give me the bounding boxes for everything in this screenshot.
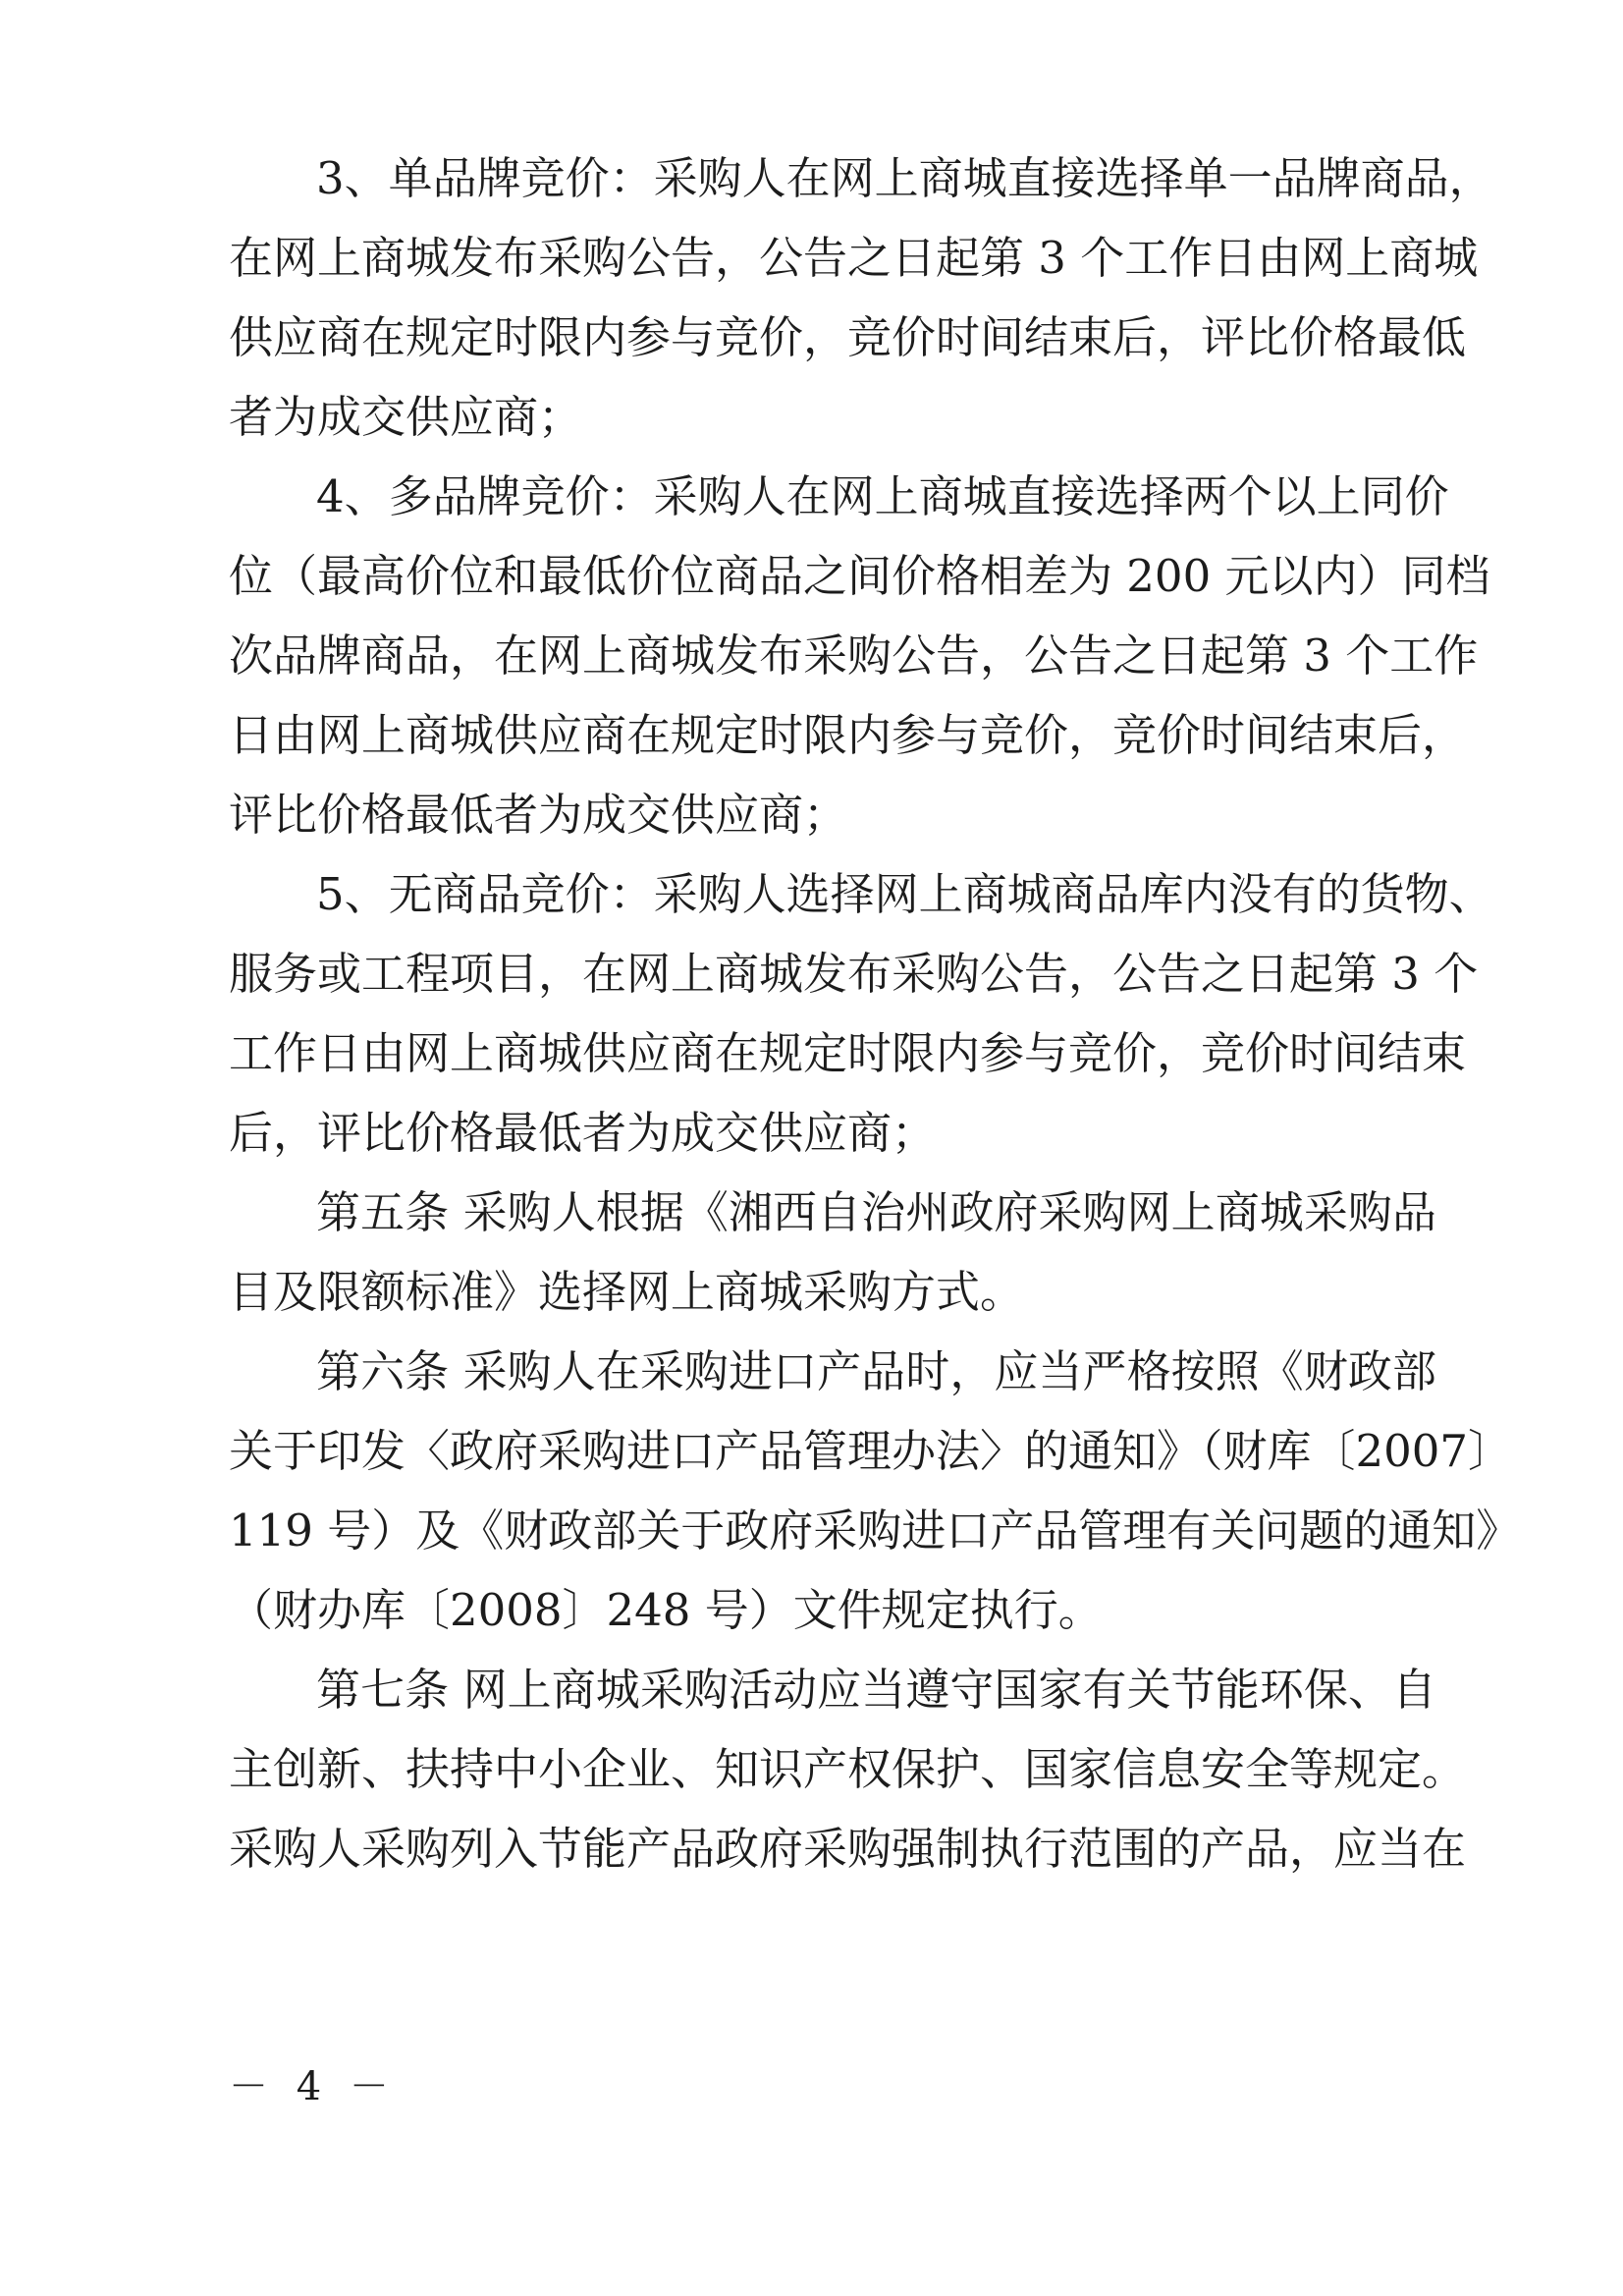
paragraph-1-line-4: 者为成交供应商；: [229, 391, 583, 443]
paragraph-5-line-2: 关于印发〈政府采购进口产品管理办法〉的通知》（财库〔2007〕: [229, 1425, 1513, 1477]
paragraph-3-line-4: 后，评比价格最低者为成交供应商；: [229, 1107, 937, 1159]
paragraph-5-line-3: 119 号）及《财政部关于政府采购进口产品管理有关问题的通知》: [229, 1504, 1521, 1557]
paragraph-3-line-3: 工作日由网上商城供应商在规定时限内参与竞价，竞价时间结束: [229, 1027, 1467, 1079]
paragraph-6-line-1: 第七条 网上商城采购活动应当遵守国家有关节能环保、自: [316, 1664, 1436, 1716]
paragraph-5-line-1: 第六条 采购人在采购进口产品时，应当严格按照《财政部: [316, 1345, 1436, 1397]
paragraph-5-line-4: （财办库〔2008〕248 号）文件规定执行。: [229, 1584, 1103, 1636]
page-number: － 4 －: [229, 2064, 397, 2109]
paragraph-2-line-2: 位（最高价位和最低价位商品之间价格相差为 200 元以内）同档: [229, 550, 1490, 602]
paragraph-1-line-1: 3、单品牌竞价：采购人在网上商城直接选择单一品牌商品，: [316, 152, 1493, 204]
paragraph-1-line-2: 在网上商城发布采购公告，公告之日起第 3 个工作日由网上商城: [229, 232, 1479, 284]
paragraph-2-line-3: 次品牌商品，在网上商城发布采购公告，公告之日起第 3 个工作: [229, 629, 1479, 682]
paragraph-3-line-2: 服务或工程项目，在网上商城发布采购公告，公告之日起第 3 个: [229, 948, 1479, 1000]
paragraph-4-line-1: 第五条 采购人根据《湘西自治州政府采购网上商城采购品: [316, 1186, 1436, 1238]
paragraph-1-line-3: 供应商在规定时限内参与竞价，竞价时间结束后，评比价格最低: [229, 311, 1467, 363]
paragraph-2-line-4: 日由网上商城供应商在规定时限内参与竞价，竞价时间结束后，: [229, 709, 1467, 761]
paragraph-6-line-3: 采购人采购列入节能产品政府采购强制执行范围的产品，应当在: [229, 1823, 1467, 1875]
paragraph-2-line-1: 4、多品牌竞价：采购人在网上商城直接选择两个以上同价: [316, 470, 1449, 522]
paragraph-2-line-5: 评比价格最低者为成交供应商；: [229, 789, 848, 841]
paragraph-4-line-2: 目及限额标准》选择网上商城采购方式。: [229, 1266, 1025, 1318]
paragraph-3-line-1: 5、无商品竞价：采购人选择网上商城商品库内没有的货物、: [316, 868, 1493, 920]
paragraph-6-line-2: 主创新、扶持中小企业、知识产权保护、国家信息安全等规定。: [229, 1743, 1467, 1795]
